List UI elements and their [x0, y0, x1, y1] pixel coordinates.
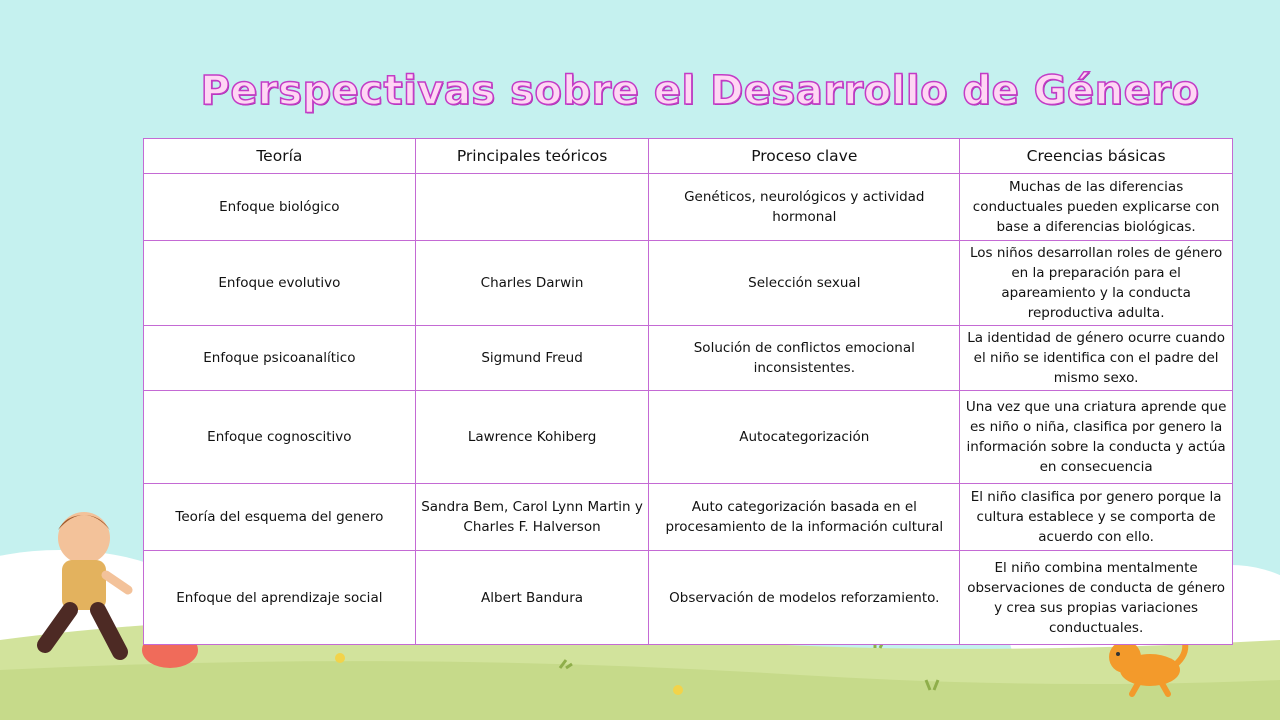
cell-creencias: Los niños desarrollan roles de género en la preparación para el apareamiento y la conducta reproductiva adulta.: [960, 241, 1233, 326]
cell-teoricos: Sigmund Freud: [415, 326, 649, 391]
cell-teoria: Enfoque evolutivo: [144, 241, 416, 326]
table-row: [144, 174, 1233, 241]
table-row: [144, 241, 1233, 326]
cell-teoricos: Albert Bandura: [415, 551, 649, 645]
cell-teoricos: Lawrence Kohiberg: [415, 391, 649, 484]
header-teoria: Teoría: [144, 139, 416, 174]
cell-creencias: Una vez que una criatura aprende que es niño o niña, clasifica por genero la información sobre la conducta y actúa en consecuencia: [960, 391, 1233, 484]
gender-development-table: [143, 138, 1233, 645]
header-teoricos: Principales teóricos: [415, 139, 649, 174]
cell-proceso: Solución de conflictos emocional inconsistentes.: [649, 326, 960, 391]
cell-teoria: Enfoque biológico: [144, 174, 416, 241]
header-creencias: Creencias básicas: [960, 139, 1233, 174]
table-row: [144, 551, 1233, 645]
cell-teoricos: Sandra Bem, Carol Lynn Martin y Charles F. Halverson: [415, 484, 649, 551]
cell-teoricos: Charles Darwin: [415, 241, 649, 326]
cell-teoria: Enfoque del aprendizaje social: [144, 551, 416, 645]
cell-proceso: Observación de modelos reforzamiento.: [649, 551, 960, 645]
cell-proceso: Autocategorización: [649, 391, 960, 484]
cell-teoria: Enfoque cognoscitivo: [144, 391, 416, 484]
cell-creencias: Muchas de las diferencias conductuales pueden explicarse con base a diferencias biológicas.: [960, 174, 1233, 241]
cell-proceso: Auto categorización basada en el procesamiento de la información cultural: [649, 484, 960, 551]
table-row: [144, 326, 1233, 391]
table-header-row: [144, 139, 1233, 174]
cell-creencias: La identidad de género ocurre cuando el niño se identifica con el padre del mismo sexo.: [960, 326, 1233, 391]
cell-teoria: Teoría del esquema del genero: [144, 484, 416, 551]
cell-proceso: Genéticos, neurológicos y actividad hormonal: [649, 174, 960, 241]
table-row: [144, 391, 1233, 484]
cell-teoricos: [415, 174, 649, 241]
slide-title: Perspectivas sobre el Desarrollo de Género: [200, 68, 1200, 114]
header-proceso: Proceso clave: [649, 139, 960, 174]
cell-teoria: Enfoque psicoanalítico: [144, 326, 416, 391]
table-row: [144, 484, 1233, 551]
cell-proceso: Selección sexual: [649, 241, 960, 326]
cell-creencias: El niño clasifica por genero porque la cultura establece y se comporta de acuerdo con ello.: [960, 484, 1233, 551]
cell-creencias: El niño combina mentalmente observaciones de conducta de género y crea sus propias variaciones conductuales.: [960, 551, 1233, 645]
